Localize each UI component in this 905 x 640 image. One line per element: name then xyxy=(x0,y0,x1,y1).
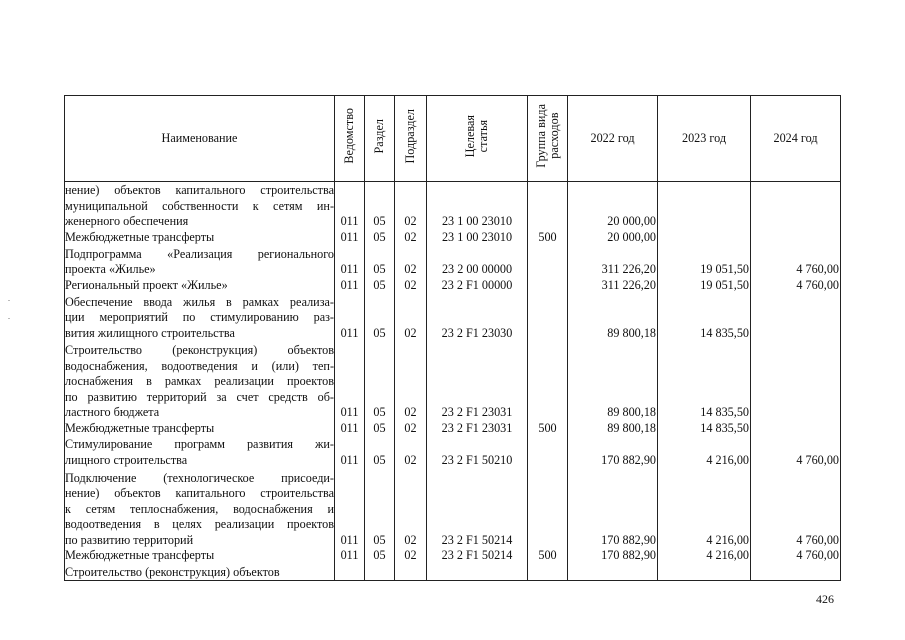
cell-gruppa xyxy=(528,246,568,278)
name-line: нение) объектов капитального строительства xyxy=(65,486,334,501)
cell-vedomstvo: 011 xyxy=(335,468,365,548)
name-line: Строительство (реконструкция) объектов xyxy=(65,343,334,358)
name-line: Межбюджетные трансферты xyxy=(65,421,215,436)
cell-vedomstvo: 011 xyxy=(335,421,365,437)
cell-podrazdel: 02 xyxy=(395,341,427,421)
cell-podrazdel: 02 xyxy=(395,421,427,437)
page-number: 426 xyxy=(816,592,834,606)
cell-name xyxy=(65,341,335,421)
cell-2023: 14 835,50 xyxy=(658,293,751,341)
cell-vedomstvo: 011 xyxy=(335,293,365,341)
cell-gruppa xyxy=(528,182,568,230)
cell-name xyxy=(65,293,335,341)
cell-vedomstvo: 011 xyxy=(335,278,365,294)
cell-razdel: 05 xyxy=(365,421,395,437)
table-row xyxy=(65,182,841,230)
cell-2024 xyxy=(751,564,841,581)
table-body xyxy=(65,182,841,581)
name-line: женерного обеспечения xyxy=(65,214,189,229)
name-line: Подключение (технологическое присоеди- xyxy=(65,470,334,485)
cell-2023: 19 051,50 xyxy=(658,278,751,294)
cell-gruppa xyxy=(528,278,568,294)
cell-celevaya-statya: 23 2 F1 00000 xyxy=(427,278,528,294)
cell-2023: 4 216,00 xyxy=(658,548,751,564)
name-line: Региональный проект «Жилье» xyxy=(65,277,228,292)
cell-celevaya-statya: 23 1 00 23010 xyxy=(427,182,528,230)
name-line: муниципальной собственности к сетям ин- xyxy=(65,198,334,213)
cell-celevaya-statya: 23 2 00 00000 xyxy=(427,246,528,278)
name-line: Стимулирование программ развития жи- xyxy=(65,437,334,452)
header-vedomstvo: Ведомство xyxy=(335,96,365,182)
name-line: водоотведения в целях реализации проектов xyxy=(65,517,334,532)
cell-2023: 19 051,50 xyxy=(658,246,751,278)
cell-2023: 4 216,00 xyxy=(658,437,751,469)
cell-name xyxy=(65,278,335,294)
table-row xyxy=(65,437,841,469)
name-line: вития жилищного строительства xyxy=(65,325,235,340)
cell-podrazdel: 02 xyxy=(395,246,427,278)
cell-celevaya-statya: 23 2 F1 50214 xyxy=(427,548,528,564)
cell-name xyxy=(65,564,335,581)
cell-celevaya-statya: 23 2 F1 23031 xyxy=(427,421,528,437)
cell-name xyxy=(65,230,335,246)
cell-2022 xyxy=(568,564,658,581)
cell-2022: 20 000,00 xyxy=(568,230,658,246)
cell-vedomstvo: 011 xyxy=(335,246,365,278)
name-line: Межбюджетные трансферты xyxy=(65,548,215,563)
scan-mark xyxy=(8,300,10,301)
header-2022: 2022 год xyxy=(568,96,658,182)
cell-razdel: 05 xyxy=(365,437,395,469)
name-line: Строительство (реконструкция) объектов xyxy=(65,564,280,579)
cell-2024 xyxy=(751,293,841,341)
cell-name xyxy=(65,421,335,437)
cell-2022: 170 882,90 xyxy=(568,437,658,469)
cell-gruppa xyxy=(528,341,568,421)
header-podrazdel: Подраздел xyxy=(395,96,427,182)
table-row xyxy=(65,278,841,294)
cell-razdel: 05 xyxy=(365,278,395,294)
name-line: проекта «Жилье» xyxy=(65,262,156,276)
cell-razdel: 05 xyxy=(365,246,395,278)
cell-2023 xyxy=(658,182,751,230)
cell-razdel: 05 xyxy=(365,468,395,548)
cell-podrazdel: 02 xyxy=(395,230,427,246)
table-row xyxy=(65,341,841,421)
name-line: ластного бюджета xyxy=(65,405,160,420)
cell-celevaya-statya: 23 1 00 23010 xyxy=(427,230,528,246)
header-celevaya-statya: Целевая статья xyxy=(427,96,528,182)
budget-table xyxy=(64,95,841,581)
cell-2024 xyxy=(751,230,841,246)
name-line: лищного строительства xyxy=(65,452,188,467)
name-line: по развитию территорий xyxy=(65,532,194,547)
cell-celevaya-statya: 23 2 F1 23030 xyxy=(427,293,528,341)
cell-gruppa: 500 xyxy=(528,421,568,437)
table-row xyxy=(65,293,841,341)
cell-vedomstvo xyxy=(335,564,365,581)
cell-gruppa xyxy=(528,293,568,341)
name-line: Межбюджетные трансферты xyxy=(65,230,215,245)
table-row xyxy=(65,246,841,278)
name-line: к сетям теплоснабжения, водоснабжения и xyxy=(65,501,334,516)
header-2023: 2023 год xyxy=(658,96,751,182)
cell-gruppa xyxy=(528,564,568,581)
name-line: водоснабжения, водоотведения и (или) теп- xyxy=(65,358,334,373)
table-header-row xyxy=(65,96,841,182)
cell-celevaya-statya: 23 2 F1 50210 xyxy=(427,437,528,469)
cell-podrazdel: 02 xyxy=(395,278,427,294)
cell-gruppa: 500 xyxy=(528,548,568,564)
cell-vedomstvo: 011 xyxy=(335,548,365,564)
cell-celevaya-statya xyxy=(427,564,528,581)
cell-podrazdel: 02 xyxy=(395,437,427,469)
cell-name xyxy=(65,246,335,278)
cell-name xyxy=(65,437,335,469)
name-line: Подпрограмма «Реализация регионального xyxy=(65,246,334,261)
header-2024: 2024 год xyxy=(751,96,841,182)
cell-vedomstvo: 011 xyxy=(335,341,365,421)
scan-mark xyxy=(8,318,10,319)
cell-2024: 4 760,00 xyxy=(751,246,841,278)
table-row xyxy=(65,468,841,548)
cell-2022: 20 000,00 xyxy=(568,182,658,230)
cell-2022: 89 800,18 xyxy=(568,293,658,341)
cell-2023: 14 835,50 xyxy=(658,341,751,421)
cell-podrazdel xyxy=(395,564,427,581)
cell-2024 xyxy=(751,182,841,230)
header-name: Наименование xyxy=(65,96,335,182)
cell-podrazdel: 02 xyxy=(395,548,427,564)
cell-gruppa: 500 xyxy=(528,230,568,246)
cell-vedomstvo: 011 xyxy=(335,182,365,230)
cell-razdel: 05 xyxy=(365,230,395,246)
cell-2022: 170 882,90 xyxy=(568,548,658,564)
cell-vedomstvo: 011 xyxy=(335,437,365,469)
table-row xyxy=(65,564,841,581)
cell-celevaya-statya: 23 2 F1 50214 xyxy=(427,468,528,548)
cell-gruppa xyxy=(528,468,568,548)
cell-2024 xyxy=(751,421,841,437)
cell-2023: 4 216,00 xyxy=(658,468,751,548)
name-line: лоснабжения в рамках реализации проектов xyxy=(65,374,334,389)
cell-2023 xyxy=(658,564,751,581)
cell-podrazdel: 02 xyxy=(395,293,427,341)
cell-podrazdel: 02 xyxy=(395,182,427,230)
table-row xyxy=(65,548,841,564)
table-row xyxy=(65,421,841,437)
header-gruppa-vida-rashodov: Группа вида расходов xyxy=(528,96,568,182)
cell-2022: 89 800,18 xyxy=(568,421,658,437)
cell-2024: 4 760,00 xyxy=(751,437,841,469)
cell-2024: 4 760,00 xyxy=(751,548,841,564)
header-razdel: Раздел xyxy=(365,96,395,182)
name-line: Обеспечение ввода жилья в рамках реализа- xyxy=(65,294,334,309)
cell-2023 xyxy=(658,230,751,246)
table-row xyxy=(65,230,841,246)
cell-name xyxy=(65,548,335,564)
name-line: по развитию территорий за счет средств об- xyxy=(65,389,334,404)
cell-2023: 14 835,50 xyxy=(658,421,751,437)
cell-2024: 4 760,00 xyxy=(751,278,841,294)
name-line: нение) объектов капитального строительства xyxy=(65,183,334,198)
cell-razdel: 05 xyxy=(365,341,395,421)
cell-vedomstvo: 011 xyxy=(335,230,365,246)
cell-2022: 311 226,20 xyxy=(568,246,658,278)
cell-razdel: 05 xyxy=(365,293,395,341)
cell-podrazdel: 02 xyxy=(395,468,427,548)
cell-2024 xyxy=(751,341,841,421)
cell-razdel: 05 xyxy=(365,182,395,230)
cell-2022: 311 226,20 xyxy=(568,278,658,294)
cell-2022: 170 882,90 xyxy=(568,468,658,548)
cell-gruppa xyxy=(528,437,568,469)
cell-razdel: 05 xyxy=(365,548,395,564)
cell-celevaya-statya: 23 2 F1 23031 xyxy=(427,341,528,421)
cell-name xyxy=(65,468,335,548)
cell-2022: 89 800,18 xyxy=(568,341,658,421)
name-line: ции мероприятий по стимулированию раз- xyxy=(65,310,334,325)
cell-name xyxy=(65,182,335,230)
cell-2024: 4 760,00 xyxy=(751,468,841,548)
cell-razdel xyxy=(365,564,395,581)
